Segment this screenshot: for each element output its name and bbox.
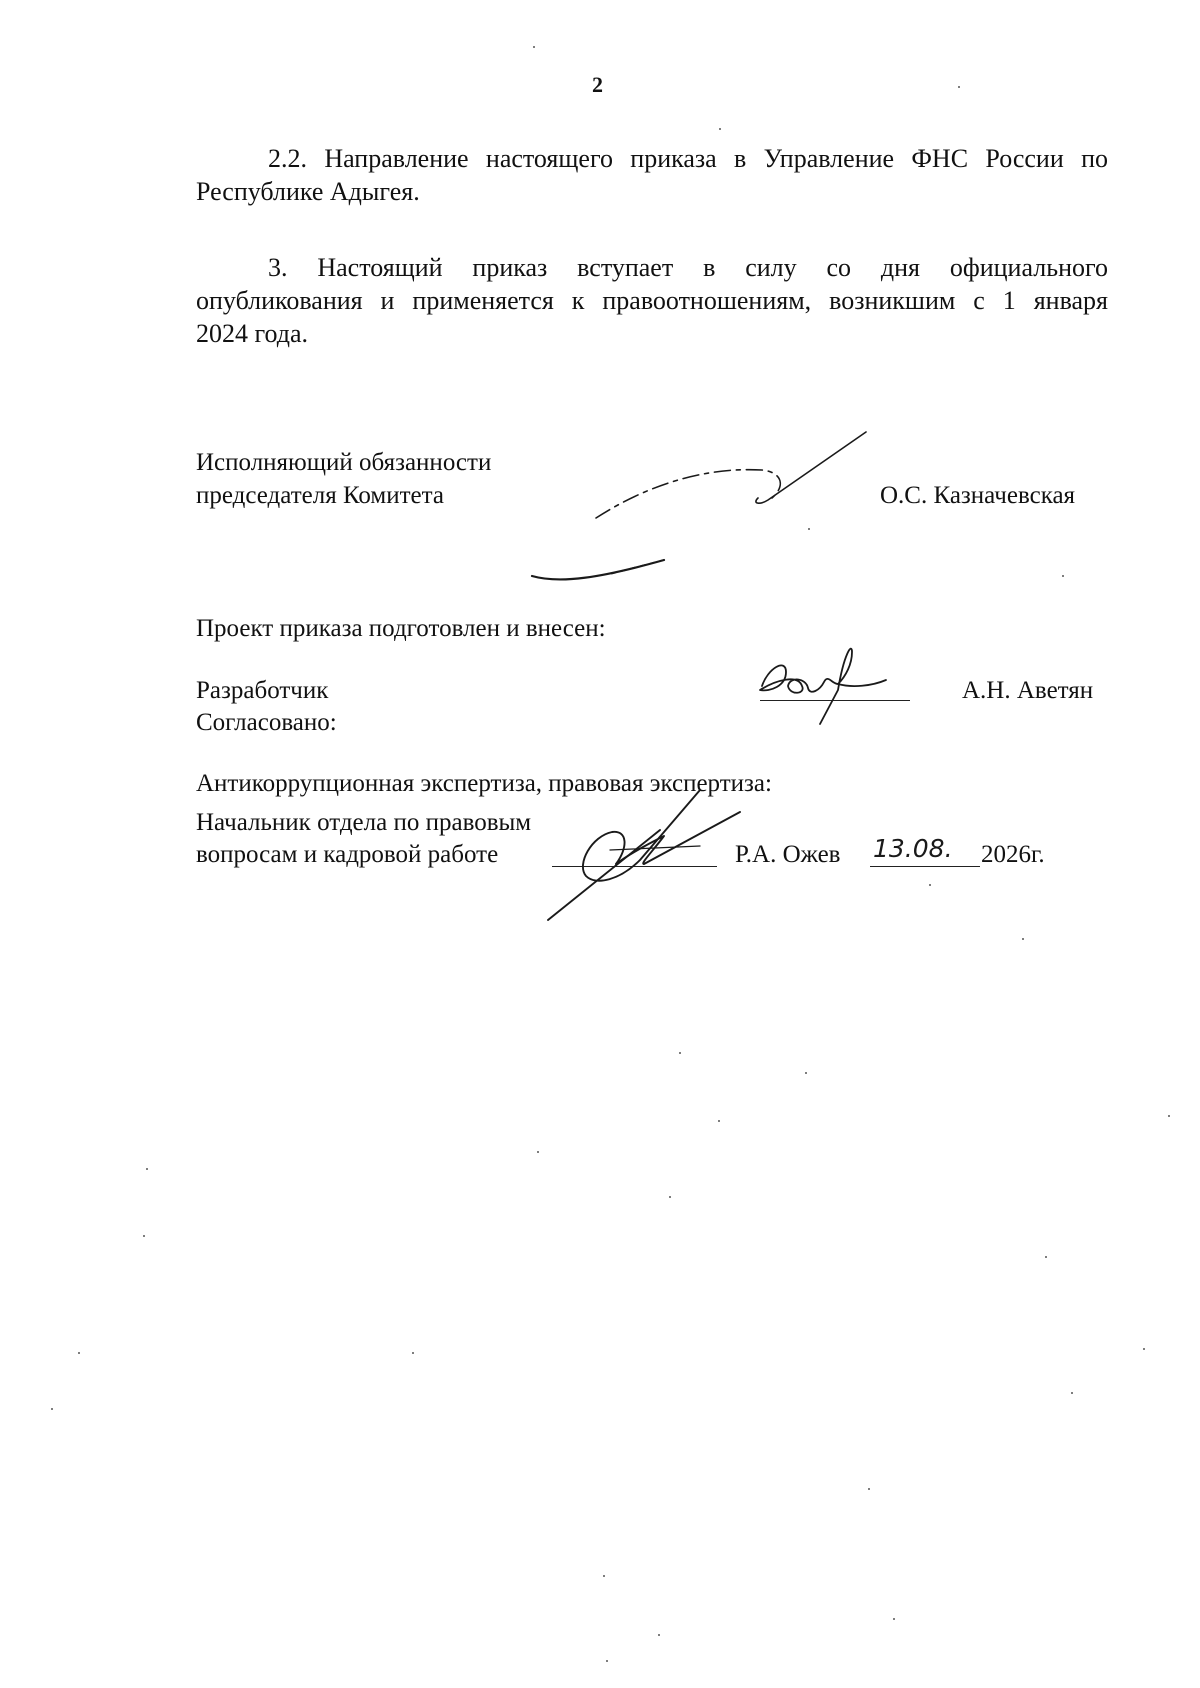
scan-speck bbox=[533, 46, 535, 48]
scan-speck bbox=[679, 1052, 681, 1054]
scan-speck bbox=[805, 1072, 807, 1074]
scan-speck bbox=[958, 86, 960, 88]
page-number: 2 bbox=[592, 72, 603, 97]
scan-speck bbox=[669, 1196, 671, 1198]
paragraph-3-line-1: 3. Настоящий приказ вступает в силу со дня официального bbox=[268, 253, 1108, 282]
agreed-label: Согласовано: bbox=[196, 709, 337, 736]
scan-speck bbox=[1143, 1348, 1145, 1350]
expertise-name: Р.А. Ожев bbox=[735, 841, 841, 868]
signatory-position-line-2: председателя Комитета bbox=[196, 482, 444, 509]
scan-speck bbox=[868, 1488, 870, 1490]
expertise-position-line-1: Начальник отдела по правовым bbox=[196, 809, 532, 836]
scan-speck bbox=[1062, 575, 1064, 577]
paragraph-2-2-line-1: 2.2. Направление настоящего приказа в Управление ФНС России по bbox=[268, 144, 1108, 173]
project-heading: Проект приказа подготовлен и внесен: bbox=[196, 615, 606, 642]
developer-name: А.Н. Аветян bbox=[962, 677, 1094, 704]
scan-speck bbox=[606, 1660, 608, 1662]
scan-speck bbox=[893, 1618, 895, 1620]
scan-speck bbox=[51, 1408, 53, 1410]
scan-speck bbox=[603, 1575, 605, 1577]
scan-speck bbox=[412, 1352, 414, 1354]
date-year: 2026г. bbox=[981, 841, 1045, 868]
scan-speck bbox=[78, 1352, 80, 1354]
signatory-position-line-1: Исполняющий обязанности bbox=[196, 449, 492, 476]
scan-speck bbox=[146, 1168, 148, 1170]
scan-speck bbox=[808, 528, 810, 530]
paragraph-3-line-3: 2024 года. bbox=[196, 319, 309, 348]
signature-ozhev bbox=[548, 790, 740, 920]
handwritten-date: 13.08. bbox=[873, 834, 953, 863]
scan-speck bbox=[719, 128, 721, 130]
scan-speck bbox=[143, 1235, 145, 1237]
scan-speck bbox=[537, 1151, 539, 1153]
scan-speck bbox=[1071, 1392, 1073, 1394]
signature-kaznachevskaya bbox=[532, 432, 866, 579]
expertise-heading: Антикоррупционная экспертиза, правовая экспертиза: bbox=[196, 770, 772, 797]
expertise-position-line-2: вопросам и кадровой работе bbox=[196, 841, 499, 868]
signatory-name: О.С. Казначевская bbox=[880, 482, 1076, 509]
scan-speck bbox=[1045, 1256, 1047, 1258]
scan-speck bbox=[718, 1120, 720, 1122]
paragraph-2-2-line-2: Республике Адыгея. bbox=[196, 177, 420, 206]
scan-speck bbox=[929, 884, 931, 886]
scan-speck bbox=[1168, 1115, 1170, 1117]
paragraph-3-line-2: опубликования и применяется к правоотношениям, возникшим с 1 января bbox=[196, 286, 1108, 315]
developer-label: Разработчик bbox=[196, 677, 329, 704]
signature-avetyan bbox=[760, 649, 886, 724]
scan-speck bbox=[658, 1634, 660, 1636]
scan-speck bbox=[1022, 938, 1024, 940]
